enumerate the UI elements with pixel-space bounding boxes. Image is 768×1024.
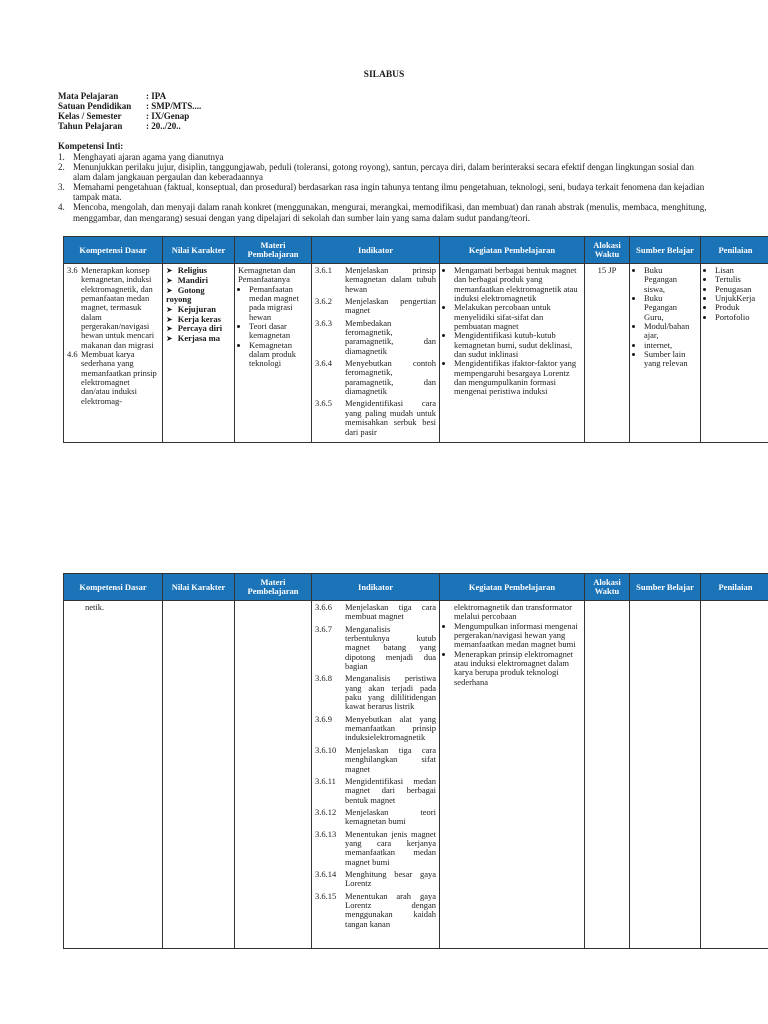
indikator-item	[315, 625, 436, 672]
sumber-item: • Buku Pegangan siswa,	[644, 266, 697, 294]
penilaian-item: • Produk	[715, 303, 767, 312]
kegiatan-item: • Melakukan percobaan untuk menyelidiki sifat-sifat dan pembuatan magnet	[454, 303, 581, 331]
ki-item	[58, 152, 713, 162]
indikator-item	[315, 399, 436, 436]
indikator-code: 3.6.9	[315, 713, 332, 724]
penilaian-item: • Penugasan	[715, 285, 767, 294]
indikator-code: 3.6.11	[315, 775, 336, 786]
meta-value: : IPA	[146, 91, 167, 101]
cell-sumber	[630, 601, 701, 949]
meta-value: : SMP/MTS....	[146, 101, 202, 111]
materi-intro: Kemagnetan dan Pemanfaatanya	[238, 265, 296, 285]
indikator-text: Menentukan jenis magnet yang cara kerjanya memanfaatkan medan magnet bumi	[345, 828, 436, 867]
indikator-text: Menganalisis terbentuknya kutub magnet batang yang dipotong menjadi dua bagian	[345, 623, 436, 672]
kd-item	[67, 350, 159, 406]
cell-penilaian	[701, 601, 768, 949]
meta-label: Satuan Pendidikan	[58, 101, 132, 111]
meta-label: Tahun Pelajaran	[58, 121, 123, 131]
indikator-text: Menyebutkan alat yang memanfaatkan prinsip induksielektromagnetik	[345, 713, 436, 743]
kd-text: Menerapkan konsep kemagnetan, induksi elektromagnetik, dan pemanfaatan medan magnet, termasuk dalam pergerakan/navigasi hewan untuk mencari makanan dan migrasi	[81, 265, 155, 350]
indikator-text: Menjelaskan pengertian magnet	[345, 296, 436, 316]
syllabus-table-1	[63, 236, 768, 443]
indikator-code: 3.6.15	[315, 890, 337, 901]
indikator-item	[315, 808, 436, 827]
indikator-text: Menjelaskan tiga cara menghilangkan sifat magnet	[345, 744, 436, 774]
cell-penilaian	[701, 264, 768, 443]
ki-text: Memahami pengetahuan (faktual, konseptual, dan prosedural) berdasarkan rasa ingin tahunya tentang ilmu pengetahuan, teknologi, seni, budaya terkait fenomena dan kejadian tampak mata.	[73, 182, 705, 203]
kd-code: 3.6	[67, 265, 78, 275]
header-kegiatan: Kegiatan Pembelajaran	[440, 574, 585, 601]
indikator-code: 3.6.10	[315, 744, 337, 755]
nilai-item: ➤ Kejujuran	[166, 305, 231, 315]
kegiatan-continuation: elektromagnetik dan transformator melalui percobaan	[454, 602, 573, 622]
syllabus-meta	[58, 91, 201, 131]
indikator-item	[315, 266, 436, 294]
cell-materi	[235, 601, 312, 949]
ki-item	[58, 182, 713, 202]
kegiatan-list	[443, 622, 581, 687]
ki-text: Menunjukkan perilaku jujur, disiplin, tanggungjawab, peduli (toleransi, gotong royong), santun, percaya diri, dalam berinteraksi secara efektif dengan lingkungan sosial dan alam dalam jangkauan pergaulan dan keberadaannya	[73, 162, 694, 183]
sumber-item: • Buku Pegangan Guru,	[644, 294, 697, 322]
indikator-code: 3.6.1	[315, 265, 332, 275]
kegiatan-list	[443, 266, 581, 397]
ki-text: Mencoba, mengolah, dan menyaji dalam ranah konkret (menggunakan, mengurai, merangkai, memodifikasi, dan membuat) dan ranah abstrak (menulis, membaca, menghitung, menggambar, dan mengarang) sesuai dengan yang dipelajari di sekolah dan sumber lain yang sama dalam sudut pandang/teori.	[73, 202, 707, 223]
table-header-row	[64, 574, 768, 601]
header-sumber: Sumber Belajar	[630, 574, 701, 601]
table-row	[64, 601, 768, 949]
cell-indikator	[312, 601, 440, 949]
indikator-item	[315, 777, 436, 805]
header-sumber: Sumber Belajar	[630, 237, 701, 264]
materi-item: • Pemanfaatan medan magnet pada migrasi hewan	[249, 285, 308, 322]
indikator-item	[315, 746, 436, 774]
indikator-item	[315, 297, 436, 316]
header-indikator: Indikator	[312, 574, 440, 601]
materi-item: • Kemagnetan dalam produk teknologi	[249, 341, 308, 369]
kegiatan-item: • Mengidentifikas ifaktor-faktor yang mempengaruhi besargaya Lorentz dan mengumpulkanin formasi mengenai peristiwa induksi	[454, 359, 581, 396]
penilaian-item: • Lisan	[715, 266, 767, 275]
kd-item	[67, 266, 159, 350]
ki-item	[58, 162, 713, 182]
alokasi-value: 15 JP	[597, 265, 617, 275]
kegiatan-item: • Mengamati berbagai bentuk magnet dan berbagai produk yang memanfaatkan elektromagnetik atau induksi elektromagnetik	[454, 266, 581, 303]
kegiatan-item: • Mengumpulkan informasi mengenai pergerakan/navigasi hewan yang memanfaatkan medan magnet bumi	[454, 622, 581, 650]
indikator-code: 3.6.7	[315, 623, 332, 634]
kd-continuation: netik.	[85, 602, 105, 612]
header-kompetensi-dasar: Kompetensi Dasar	[64, 574, 163, 601]
indikator-text: Menjelaskan teori kemagnetan bumi	[345, 806, 436, 827]
table-header-row	[64, 237, 768, 264]
indikator-text: Menganalisis peristiwa yang akan terjadi pada paku yang dililitidengan kawat berarus listrik	[345, 673, 436, 712]
cell-kompetensi-dasar	[64, 264, 163, 443]
header-indikator: Indikator	[312, 237, 440, 264]
indikator-code: 3.6.5	[315, 398, 332, 409]
cell-alokasi	[585, 601, 630, 949]
indikator-code: 3.6.12	[315, 806, 337, 817]
syllabus-table-2	[63, 573, 768, 949]
indikator-text: Menjelaskan prinsip kemagnetan dalam tubuh hewan	[345, 265, 436, 294]
cell-alokasi	[585, 264, 630, 443]
ki-number: 4.	[58, 202, 65, 213]
sumber-list	[633, 266, 697, 369]
indikator-code: 3.6.6	[315, 602, 332, 612]
cell-indikator	[312, 264, 440, 443]
ki-item	[58, 202, 713, 222]
indikator-item	[315, 892, 436, 929]
indikator-text: Membedakan feromagnetik, paramagnetik, dan diamagnetik	[345, 317, 436, 356]
indikator-text: Menyebutkan contoh feromagnetik, paramagnetik, dan diamagnetik	[345, 358, 436, 397]
ki-heading: Kompetensi Inti:	[58, 141, 124, 151]
header-penilaian: Penilaian	[701, 237, 768, 264]
cell-materi	[235, 264, 312, 443]
nilai-item: ➤ Mandiri	[166, 276, 231, 286]
penilaian-item: • Portofolio	[715, 313, 767, 322]
penilaian-item: • UnjukKerja	[715, 294, 767, 303]
cell-nilai-karakter	[163, 264, 235, 443]
nilai-item: ➤ Kerja keras	[166, 315, 231, 325]
header-nilai-karakter: Nilai Karakter	[163, 574, 235, 601]
indikator-text: Mengidentifikasi medan magnet dari berbagai bentuk magnet	[345, 775, 436, 805]
header-materi: Materi Pembelajaran	[235, 237, 312, 264]
meta-row	[58, 101, 201, 111]
header-alokasi: Alokasi Waktu	[585, 574, 630, 601]
penilaian-item: • Tertulis	[715, 275, 767, 284]
nilai-list	[166, 266, 231, 344]
indikator-item	[315, 359, 436, 396]
header-nilai-karakter: Nilai Karakter	[163, 237, 235, 264]
header-kompetensi-dasar: Kompetensi Dasar	[64, 237, 163, 264]
indikator-code: 3.6.4	[315, 358, 332, 369]
cell-kegiatan	[440, 264, 585, 443]
kompetensi-inti	[58, 141, 713, 223]
nilai-item: ➤ Gotong royong	[166, 286, 231, 305]
nilai-item: ➤ Percaya diri	[166, 324, 231, 334]
indikator-item	[315, 319, 436, 356]
nilai-item: ➤ Religius	[166, 266, 231, 276]
penilaian-list	[704, 266, 767, 322]
indikator-code: 3.6.14	[315, 868, 337, 879]
kegiatan-item: • Menerapkan prinsip elektromagnet atau induksi elektromagnet dalam karya berupa produk teknologi sederhana	[454, 650, 581, 687]
header-alokasi: Alokasi Waktu	[585, 237, 630, 264]
kd-code: 4.6	[67, 349, 78, 360]
indikator-text: Menjelaskan tiga cara membuat magnet	[345, 602, 436, 622]
materi-list	[238, 285, 308, 369]
materi-item: • Teori dasar kemagnetan	[249, 322, 308, 341]
cell-kompetensi-dasar	[64, 601, 163, 949]
indikator-item	[315, 830, 436, 867]
kd-text: Membuat karya sederhana yang memanfaatkan prinsip elektromagnet dan/atau induksi elektromag-	[81, 349, 157, 406]
indikator-text: Mengidentifikasi cara yang paling mudah untuk memisahkan serbuk besi dari pasir	[345, 398, 436, 437]
indikator-item	[315, 674, 436, 711]
indikator-item	[315, 870, 436, 889]
indikator-code: 3.6.8	[315, 673, 332, 684]
cell-sumber	[630, 264, 701, 443]
kegiatan-item: • Mengidentifikasi kutub-kutub kemagnetan bumi, sudut deklinasi, dan sudut inklinasi	[454, 331, 581, 359]
ki-text: Menghayati ajaran agama yang dianutnya	[73, 152, 224, 163]
meta-row	[58, 111, 201, 121]
nilai-item: ➤ Kerjasa ma	[166, 334, 231, 344]
header-materi: Materi Pembelajaran	[235, 574, 312, 601]
table-row	[64, 264, 768, 443]
indikator-code: 3.6.2	[315, 296, 332, 307]
sumber-item: • internet,	[644, 341, 697, 350]
indikator-text: Menghitung besar gaya Lorentz	[345, 868, 436, 889]
meta-value: : IX/Genap	[146, 111, 190, 121]
ki-number: 2.	[58, 162, 65, 173]
page-title: SILABUS	[363, 70, 405, 80]
meta-row	[58, 121, 201, 131]
indikator-text: Menentukan arah gaya Lorentz dengan menggunakan kaidah tangan kanan	[345, 890, 436, 929]
ki-number: 1.	[58, 152, 65, 163]
ki-list	[58, 152, 713, 223]
ki-number: 3.	[58, 182, 65, 193]
meta-label: Mata Pelajaran	[58, 91, 119, 101]
cell-kegiatan	[440, 601, 585, 949]
cell-nilai-karakter	[163, 601, 235, 949]
indikator-code: 3.6.3	[315, 317, 332, 328]
indikator-code: 3.6.13	[315, 828, 337, 839]
header-kegiatan: Kegiatan Pembelajaran	[440, 237, 585, 264]
meta-row	[58, 91, 201, 101]
header-penilaian: Penilaian	[701, 574, 768, 601]
meta-label: Kelas / Semester	[58, 111, 122, 121]
sumber-item: • Modul/bahan ajar,	[644, 322, 697, 341]
sumber-item: • Sumber lain yang relevan	[644, 350, 697, 369]
indikator-item	[315, 603, 436, 622]
meta-value: : 20../20..	[146, 121, 181, 131]
indikator-item	[315, 715, 436, 743]
